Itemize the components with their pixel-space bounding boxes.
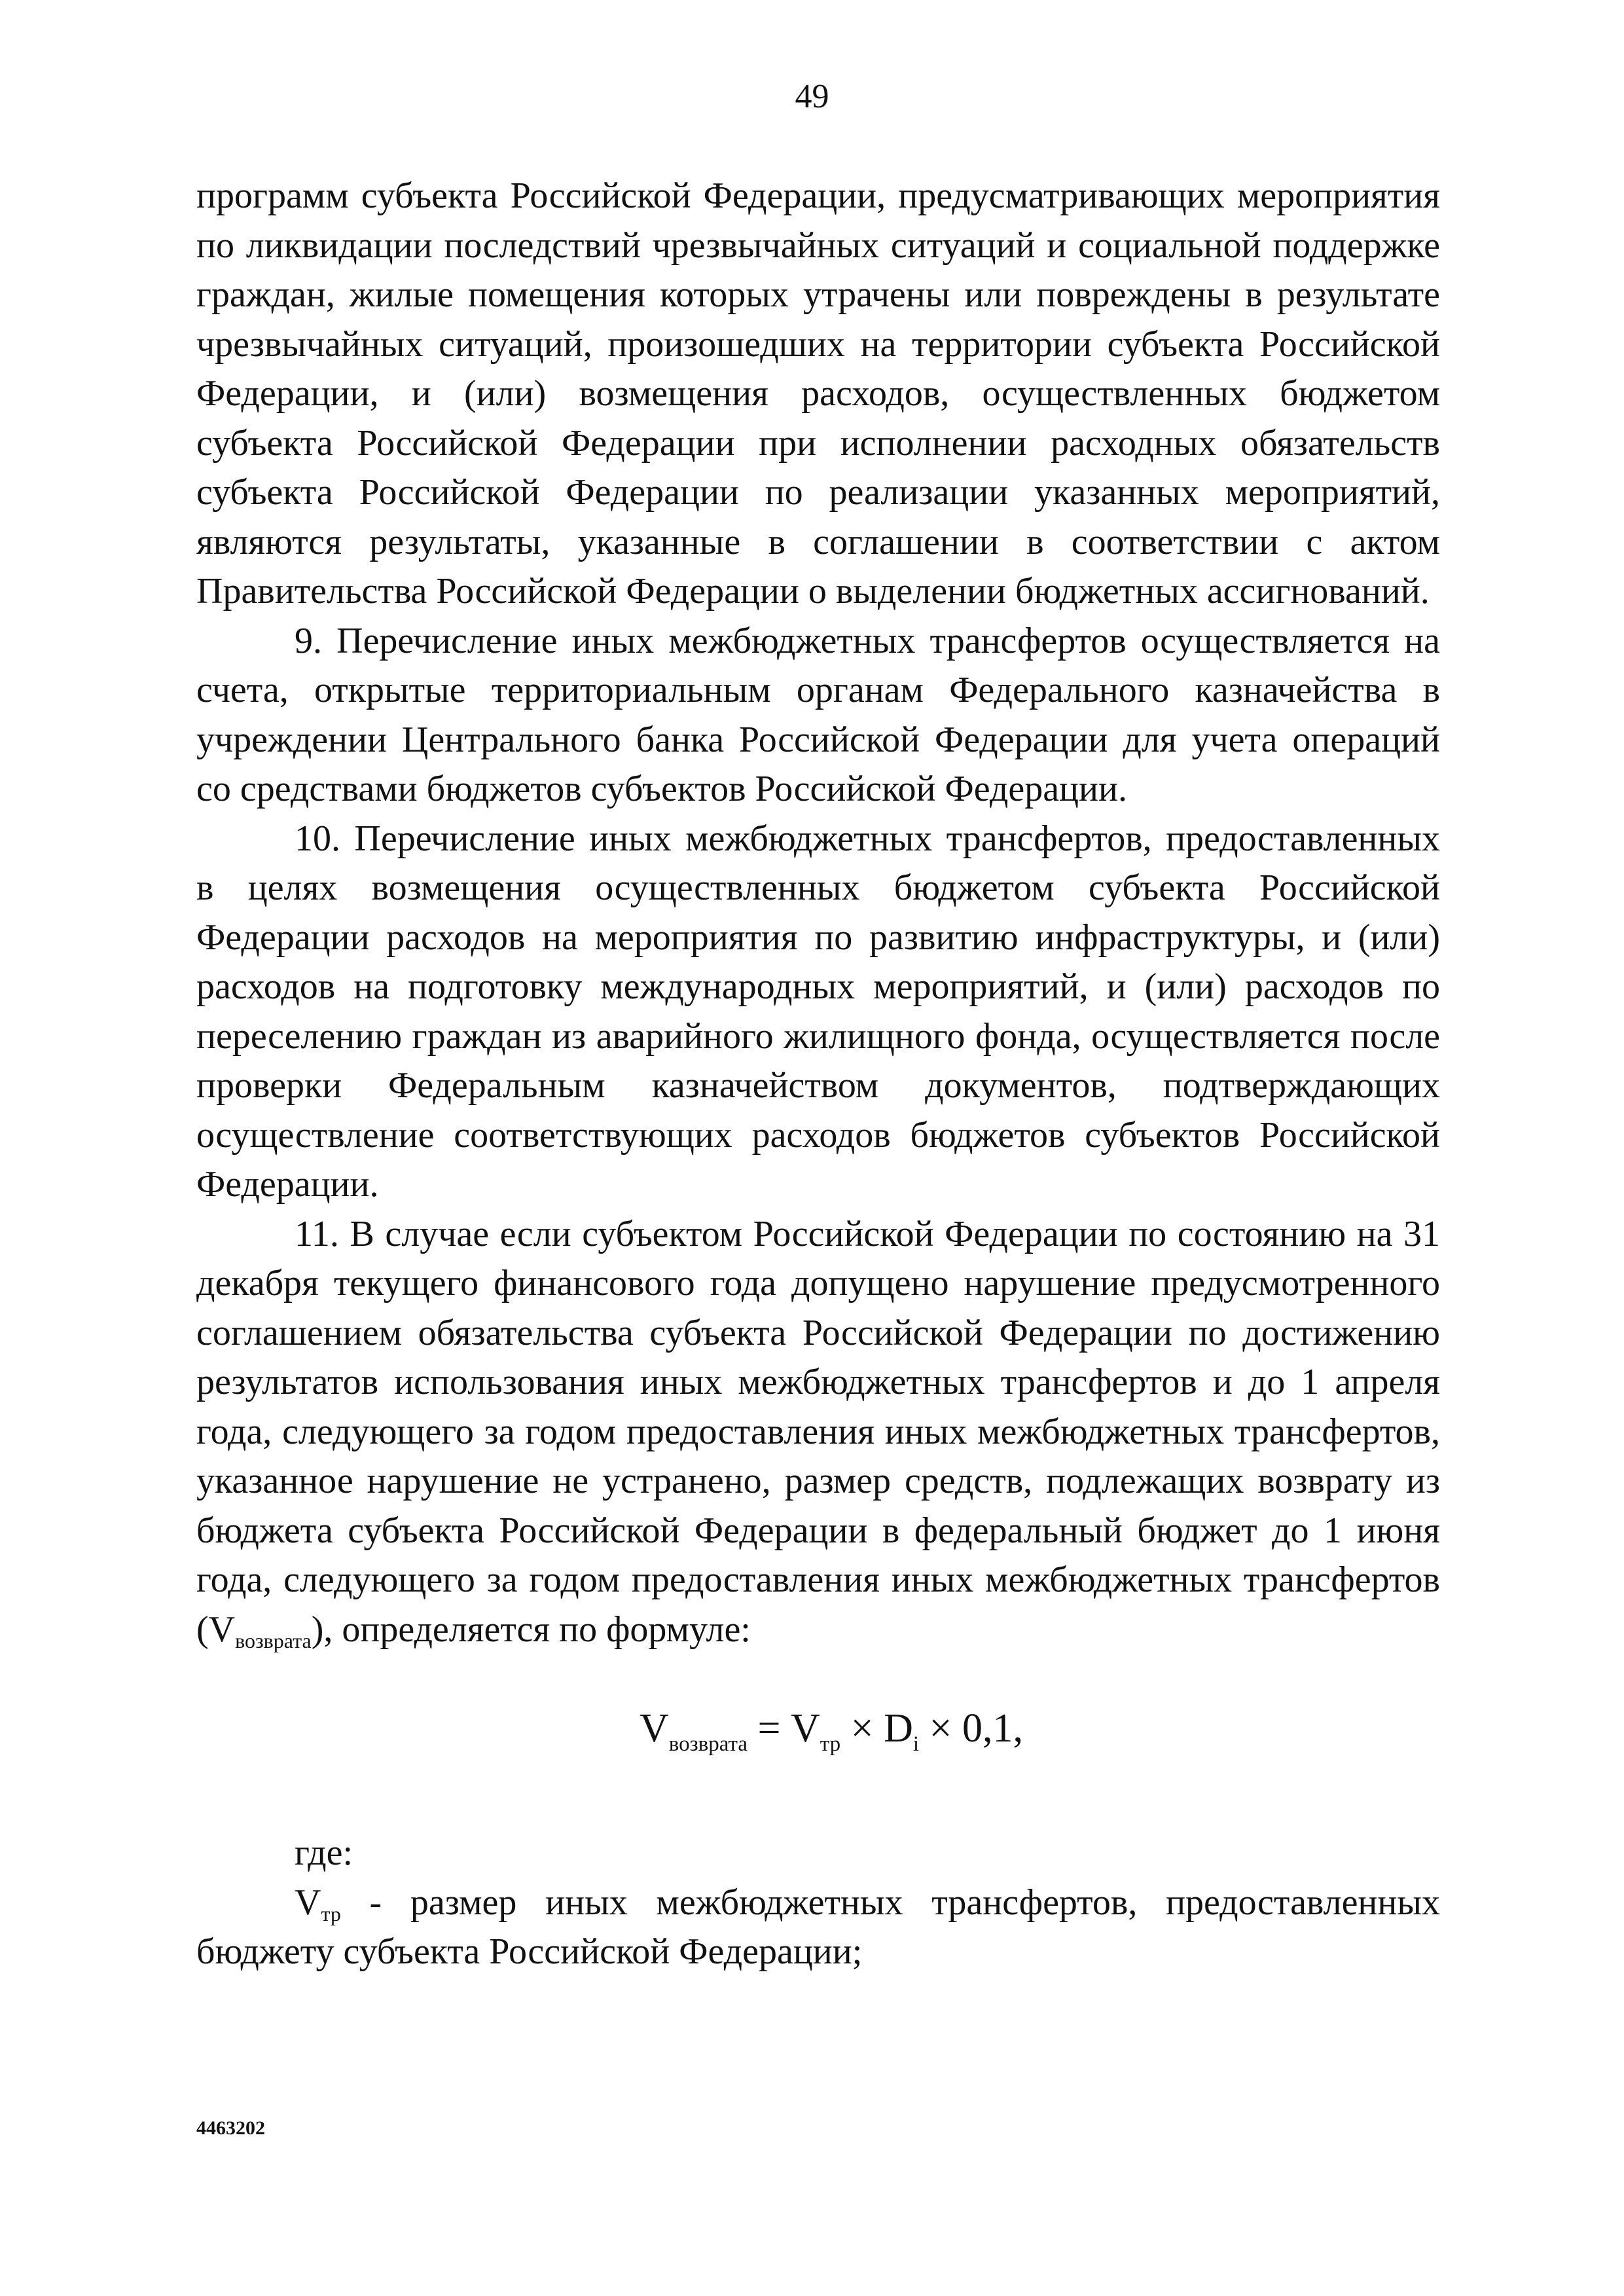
formula-term1-symbol: V	[791, 1706, 820, 1751]
item-11-text-before: 11. В случае если субъектом Российской Федерации по состоянию на 31 декабря текущего финансового года допущено нарушение предусмотренного соглашением обязательства субъекта Российской Федерации по достижению результатов использования иных межбюджетных трансфертов и до 1 апреля года, следующего за годом предоставления иных межбюджетных трансфертов, указанное нарушение не устранено, размер средств, подлежащих возврату из бюджета субъекта Российской Федерации в федеральный бюджет до 1 июня года, следующего за годом предоставления иных межбюджетных трансфертов (	[196, 1213, 1440, 1650]
formula-term1-subscript: тр	[820, 1732, 841, 1756]
paragraph-continuation: программ субъекта Российской Федерации, предусматривающих мероприятия по ликвидации последствий чрезвычайных ситуаций и социальной поддержке граждан, жилые помещения которых утрачены или повреждены в результате чрезвычайных ситуаций, произошедших на территории субъекта Российской Федерации, и (или) возмещения расходов, осуществленных бюджетом субъекта Российской Федерации при исполнении расходных обязательств субъекта Российской Федерации по реализации указанных мероприятий, являются результаты, указанные в соглашении в соответствии с актом Правительства Российской Федерации о выделении бюджетных ассигнований.	[196, 175, 1440, 611]
document-body	[196, 172, 1440, 1977]
formula-times-2: ×	[919, 1706, 962, 1751]
paragraph-item-11	[196, 1210, 1440, 1655]
formula-lhs-symbol: V	[640, 1706, 669, 1751]
definition-vtr-text: - размер иных межбюджетных трансфертов, предоставленных бюджету субъекта Российской Федерации;	[196, 1882, 1440, 1972]
item-11-var-symbol: V	[208, 1609, 236, 1650]
formula-term2-symbol: D	[884, 1706, 913, 1751]
where-label: где:	[295, 1832, 353, 1873]
paragraph-item-10: 10. Перечисление иных межбюджетных трансфертов, предоставленных в целях возмещения осуществленных бюджетом субъекта Российской Федерации расходов на мероприятия по развитию инфраструктуры, и (или) расходов на подготовку международных мероприятий, и (или) расходов по переселению граждан из аварийного жилищного фонда, осуществляется после проверки Федеральным казначейством документов, подтверждающих осуществление соответствующих расходов бюджетов субъектов Российской Федерации.	[196, 818, 1440, 1205]
formula-term2-subscript: i	[912, 1732, 920, 1756]
page-number: 49	[795, 78, 829, 115]
formula-constant: 0,1,	[962, 1706, 1023, 1751]
formula-equals: =	[748, 1706, 791, 1751]
formula	[196, 1699, 1440, 1758]
item-11-text-after: ), определяется по формуле:	[311, 1609, 751, 1650]
definition-vtr	[196, 1878, 1440, 1977]
formula-lhs-subscript: возврата	[668, 1732, 748, 1756]
paragraph-item-9: 9. Перечисление иных межбюджетных трансфертов осуществляется на счета, открытые территориальным органам Федерального казначейства в учреждении Центрального банка Российской Федерации для учета операций со средствами бюджетов субъектов Российской Федерации.	[196, 620, 1440, 809]
formula-times-1: ×	[840, 1706, 884, 1751]
document-code: 4463202	[196, 2117, 265, 2139]
definition-vtr-subscript: тр	[321, 1901, 341, 1925]
item-11-var-subscript: возврата	[235, 1628, 312, 1652]
definition-vtr-symbol: V	[295, 1882, 321, 1923]
